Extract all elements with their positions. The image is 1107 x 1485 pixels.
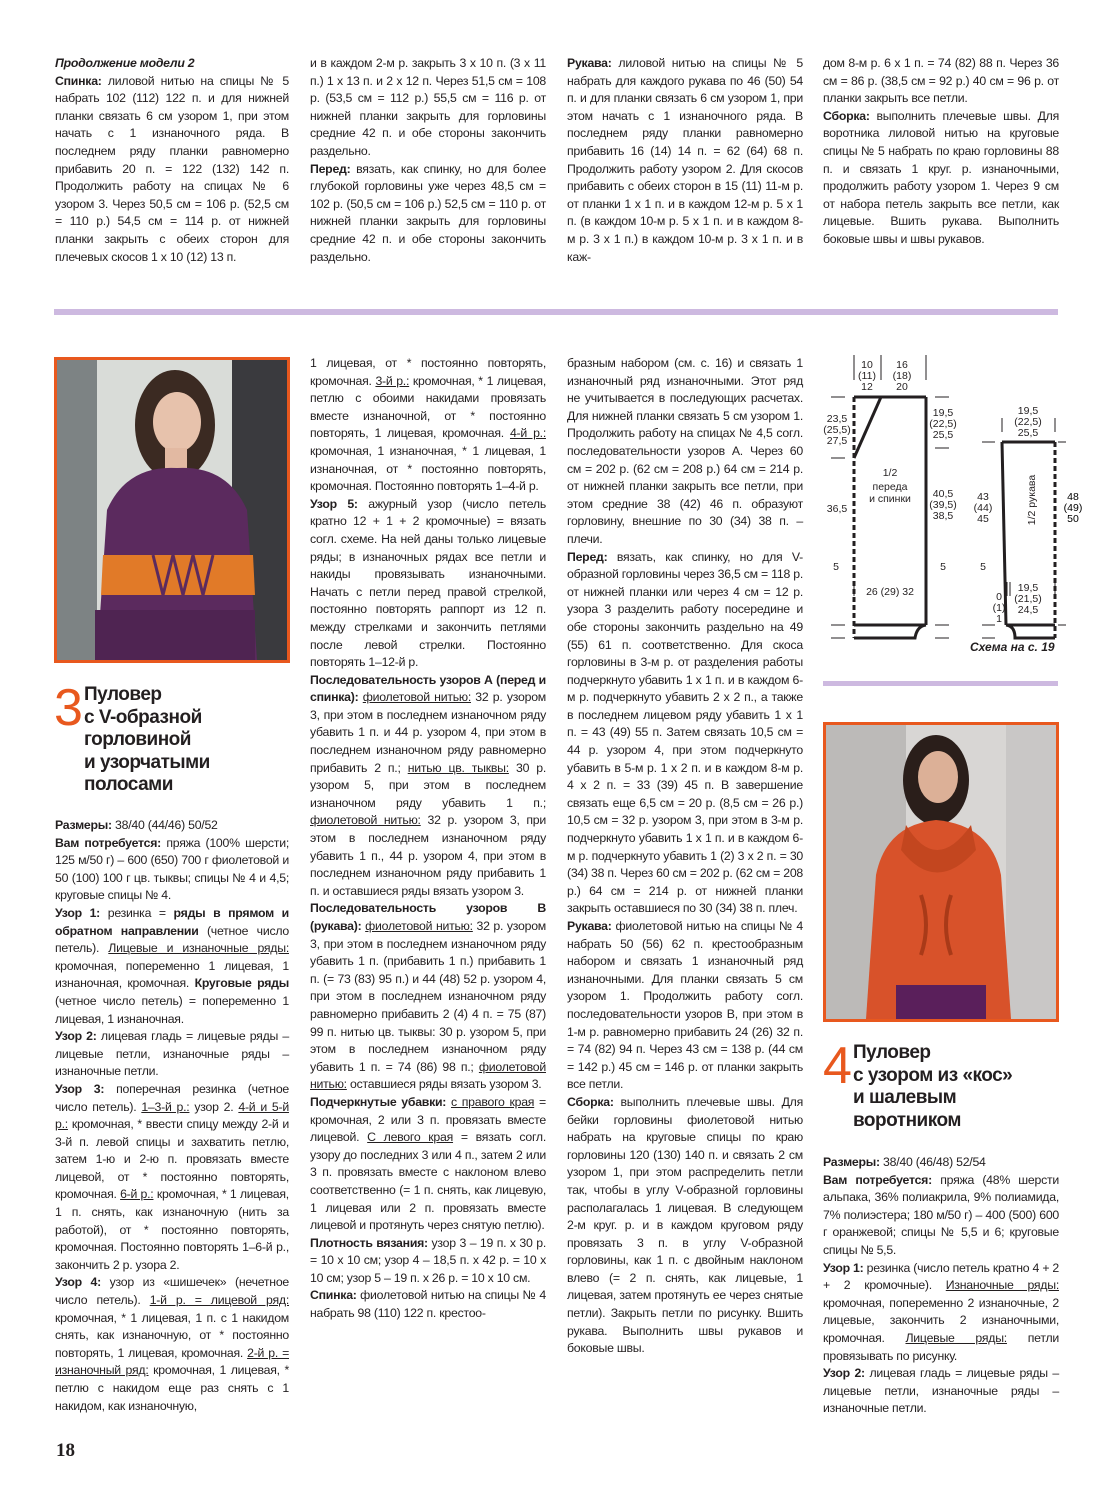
sleeve-top-1: 19,5 bbox=[1017, 405, 1039, 417]
label-back: Спинка: bbox=[55, 73, 102, 88]
model4-photo bbox=[823, 722, 1059, 1022]
text: кромочная, попеременно 1 лицевая, 1 изнаночная, кромочная. bbox=[55, 958, 289, 991]
dim-right-upper-2: (22,5) bbox=[929, 418, 957, 430]
dim-right-upper-3: 25,5 bbox=[932, 429, 954, 441]
text: бразным набором (см. с. 16) и связать 1 изнаночный ряд изнаночными. Этот ряд не учитывается в последующих расчетах. Для нижней планки связать 5 см узором 1. Продолжить работу на спицах № 4,5 согл. последовательности узоров А. Через 60 см = 202 р. (62 см = 208 р.) 64 см = 214 р. от нижней планки закрыть все петли, при этом средние 38 (42) 46 п. образуют горловину, внешние по 30 (34) 38 п. – плечи. bbox=[567, 356, 803, 546]
text: ажурный узор (число петель кратно 12 + 1 + 2 кромочные) = вязать согл. схеме. На ней даны только лицевые ряды; в изнаночных рядах все петли и накиды провязывать изнаночными. Начать с петли перед правой стрелкой, постоянно повторять раппорт из 12 п. между стрелками и закончить петлями после левой стрелки. Постоянно повторять 1–12-й р. bbox=[310, 496, 547, 670]
text: 32 р. узором 3, при этом в последнем изнаночном ряду убавить 1 п. (прибавить 1 п.) прибавить 1 п. (= 73 (83) 95 п.) и 44 (48) 52 р. узором 4, при этом в последнем изнаночном ряду равномерно прибавить 2 (4) 4 п. = 75 (87) 99 п. нитью цв. тыквы: 30 р. узором 5, при этом в последнем изнаночном ряду убавить 1 п. = 74 (86) 98 п.; bbox=[310, 919, 547, 1074]
label-front: Перед: bbox=[567, 549, 608, 564]
dim-right-lower-1: 40,5 bbox=[932, 488, 954, 500]
text: кромочная, 1 лицевая, * петлю с накидом еще раз снять с 1 накидом, как изнаночную, bbox=[55, 1363, 289, 1413]
text: фиолетовой нитью на спицы № 4 набрать 98 (110) 122 п. крестоо- bbox=[310, 1288, 546, 1321]
sleeve-top-3: 25,5 bbox=[1017, 427, 1039, 439]
pattern-schematic bbox=[815, 350, 1065, 660]
sleeve-bottom-1: 19,5 bbox=[1017, 582, 1039, 594]
label-assembly: Сборка: bbox=[823, 108, 870, 123]
top-col-2 bbox=[310, 55, 546, 266]
diagram-divider bbox=[823, 681, 1058, 686]
sleeve-label: 1/2 рукава bbox=[1026, 474, 1038, 526]
model3-col-2 bbox=[310, 355, 546, 1323]
text: кромочная, * 1 лицевая, петлю с обоими накидами провязать вместе изнаночной, от * постоянно повторять, 1 лицевая, кромочная. bbox=[310, 373, 546, 441]
label-gauge: Плотность вязания: bbox=[310, 1235, 428, 1250]
label-sizes: Размеры: bbox=[55, 818, 112, 832]
text: нитью цв. тыквы: bbox=[407, 760, 509, 775]
text: фиолетовой нитью на спицы № 4 набрать 50 (56) 62 п. крестообразным набором и связать 1 изнаночный ряд изнаночными. Для планки связать 5 см узором 1. Продолжить работу согл. последовательности узоров В, при этом в 1-м р. равномерно прибавить 24 (26) 32 п. = 74 (82) 94 п. Через 43 см = 138 р. (44 см = 142 р.) 45 см = 146 р. от планки закрыть все петли. bbox=[567, 919, 803, 1092]
label-pattern-1: Узор 1: bbox=[55, 905, 101, 920]
text: (четное число петель) = попеременно 1 лицевая, 1 изнаночная. bbox=[55, 993, 289, 1026]
text: 30 р. узором 5, при этом в последнем изнаночном ряду убавить 1 п.; bbox=[310, 760, 546, 810]
text: кромочная, 1 изнаночная, * 1 лицевая, 1 изнаночная, от * постоянно повторять, кромочная. Постоянно повторять 1–4-й р. bbox=[310, 443, 546, 494]
sleeve-offset-3: 1 bbox=[996, 613, 1002, 625]
label-materials: Вам потребуется: bbox=[823, 1172, 932, 1187]
text: 32 р. узором 3, при этом в последнем изнаночном ряду убавить 1 п., 44 р. узором 4, при этом в последнем изнаночном ряду прибавить 1 п. и оставшиеся ряды вязать узором 3. bbox=[310, 813, 546, 898]
text: лицевая гладь = лицевые ряды – лицевые петли, изнаночные ряды – изнаночные петли. bbox=[823, 1366, 1059, 1416]
text: 38/40 (46/48) 52/54 bbox=[879, 1155, 986, 1169]
text: поперечная резинка (четное число петель). bbox=[55, 1081, 290, 1114]
text: кромочная, попеременно 2 изнаночные, 2 лицевые, закончить 2 изнаночными, кромочная. bbox=[823, 1295, 1059, 1345]
dim-top-left-3: 12 bbox=[861, 381, 873, 393]
sleeve-right-3: 50 bbox=[1067, 513, 1079, 525]
sleeve-right-1: 48 bbox=[1067, 491, 1079, 503]
text: 6-й р.: bbox=[120, 1187, 154, 1202]
text: Изнаночные ряды: bbox=[945, 1278, 1059, 1293]
label-sequence-a: Последовательность узоров А (перед и спинка): bbox=[310, 672, 546, 705]
text: 4-й р.: bbox=[509, 426, 546, 441]
text: узор 2. bbox=[189, 1099, 239, 1114]
sleeve-top-2: (22,5) bbox=[1014, 416, 1042, 428]
top-col-3 bbox=[567, 55, 803, 266]
text: (четное число петель). bbox=[55, 923, 289, 956]
sleeve-left-3: 45 bbox=[977, 513, 989, 525]
body-label-3: и спинки bbox=[869, 493, 911, 505]
text: ряды в прямом и обратном направлении bbox=[55, 905, 289, 938]
text: Лицевые и изнаночные ряды: bbox=[108, 941, 289, 956]
body-label-1: 1/2 bbox=[882, 467, 898, 479]
label-sleeves: Рукава: bbox=[567, 56, 612, 70]
dim-right-upper-1: 19,5 bbox=[932, 407, 954, 419]
text: узор 3 – 19 п. x 30 р. = 10 x 10 см; узор 4 – 18,5 п. x 42 р. = 10 x 10 см; узор 5 – 19 п. x 26 р. = 10 x 10 см. bbox=[310, 1235, 546, 1285]
label-back: Спинка: bbox=[310, 1288, 357, 1303]
dim-left-upper-1: 23,5 bbox=[826, 413, 848, 425]
text: = вязать согл. узору до последних 3 или 4 п., затем 2 или 3 п. провязать вместе с наклоном влево соответственно (= 1 п. снять, как лицевую, 1 лицевая или 2 п. провязать вместе лицевой и протянуть через снятую петлю). bbox=[310, 1130, 546, 1233]
label-sizes: Размеры: bbox=[823, 1155, 880, 1169]
text: Лицевые ряды: bbox=[905, 1330, 1007, 1345]
model4-heading: Пуловер с узором из «кос» и шалевым воротником bbox=[853, 1042, 1013, 1131]
label-pattern-2: Узор 2: bbox=[823, 1366, 865, 1381]
text: выполнить плечевые швы. Для воротника лиловой нитью на круговые спицы № 5 набрать по краю горловины 88 п. и связать 1 круг. р. изнаночными, продолжить работу узором 1. Через 9 см от набора петель закрыть все петли, как лицевые. Вшить рукава. Выполнить боковые швы и швы рукавов. bbox=[823, 108, 1059, 246]
label-decreases: Подчеркнутые убавки: bbox=[310, 1094, 447, 1109]
sleeve-offset-2: (1) bbox=[992, 602, 1006, 614]
sleeve-right-dims bbox=[1058, 440, 1107, 640]
text: кромочная, * 1 лицевая, 1 п. снять, как изнаночную (нить за работой), от * постоянно повторять, кромочная. Постоянно повторять 1–6-й р., закончить 2 р. узора 2. bbox=[55, 1187, 289, 1272]
text: вязать, как спинку, но для более глубокой горловины уже через 48,5 см = 102 р. (50,5 см = 106 р.) 52,5 см = 110 р. от нижней планки закрыть для горловины средние 42 п. и обе стороны закончить раздельно. bbox=[310, 161, 546, 264]
text: фиолетовой нитью: bbox=[310, 1059, 546, 1092]
model4-photo-illustration bbox=[826, 725, 1056, 1019]
model3-heading: Пуловер с V-образной горловиной и узорчатыми полосами bbox=[84, 684, 210, 795]
section-divider bbox=[54, 309, 1058, 315]
text: пряжа (48% шерсти альпака, 36% полиакрила, 9% полиамида, 7% полиэстера; 180 м/50 г) – 400 (500) 600 г оранжевой; спицы № 5,5 и 6; круговые спицы № 5,5. bbox=[823, 1172, 1059, 1257]
text: узор из «шишечек» (нечетное число петель). bbox=[55, 1275, 290, 1308]
sleeve-bottom-2: (21,5) bbox=[1014, 593, 1042, 605]
text: выполнить плечевые швы. Для бейки горловины фиолетовой нитью набрать на круговые спицы по краю горловины 120 (130) 140 п. и связать 2 см узором 1, при этом распределить петли так, чтобы в углу V-образной горловины располагалась 1 лицевая. В следующем 2-м круг. р. и в каждом круговом ряду провязать 3 п. в углу V-образной горловины, как 1 п. с двойным наклоном влево (= 2 п. снять, как лицевые, 1 лицевая, затем протянуть ее через снятые петли). Закрыть петли по рисунку. Вшить рукава. Выполнить швы рукавов и боковые швы. bbox=[567, 1094, 803, 1356]
dim-top-mid-1: 16 bbox=[896, 359, 908, 371]
text: 2-й р. = изнаночный ряд: bbox=[55, 1345, 290, 1378]
text: оставшиеся ряды вязать узором 3. bbox=[346, 1077, 542, 1092]
model4-number: 4 bbox=[823, 1037, 852, 1095]
label-pattern-4: Узор 4: bbox=[55, 1275, 101, 1290]
sleeve-bottom-3: 24,5 bbox=[1017, 604, 1039, 616]
continuation-heading: Продолжение модели 2 bbox=[55, 56, 195, 70]
dim-bottom-width: 26 (29) 32 bbox=[866, 586, 914, 598]
model3-photo-illustration bbox=[57, 360, 287, 660]
text: с правого края bbox=[451, 1094, 535, 1109]
sleeve-offset-1: 0 bbox=[996, 591, 1002, 603]
text: и в каждом 2-м р. закрыть 3 x 10 п. (3 x 11 п.) 1 x 13 п. и 2 x 12 п. Через 51,5 см = 108 р. (53,5 см = 112 р.) 55,5 см = 116 р. от нижней планки закрыть для горловины средние 42 п. и обе стороны закончить раздельно. bbox=[310, 56, 546, 158]
dim-top-left-2: (11) bbox=[858, 370, 876, 382]
body-label-2: переда bbox=[872, 481, 908, 493]
dim-right-band: 5 bbox=[940, 561, 946, 573]
model4-col bbox=[823, 1154, 1059, 1418]
dim-left-upper-2: (25,5) bbox=[823, 424, 851, 436]
model4-title bbox=[823, 1037, 1063, 1140]
text: 32 р. узором 3, при этом в последнем изнаночном ряду убавить 1 п. и 44 р. узором 4, при этом в последнем изнаночном ряду равномерно прибавить 2 п.; bbox=[310, 690, 546, 775]
text: 3-й р.: bbox=[375, 373, 410, 388]
model3-number: 3 bbox=[54, 679, 83, 737]
model3-col-1 bbox=[55, 817, 289, 1415]
text: кромочная, * 1 лицевая, 1 п. с 1 накидом снять, как изнаночную, от * постоянно повторять, 1 лицевая, кромочная. bbox=[55, 1310, 289, 1360]
text: резинка (число петель кратно 4 + 2 + 2 кромочные). bbox=[823, 1260, 1060, 1293]
label-materials: Вам потребуется: bbox=[55, 835, 161, 850]
dim-left-band: 5 bbox=[833, 561, 839, 573]
text: дом 8-м р. 6 x 1 п. = 74 (82) 88 п. Через 36 см = 86 р. (38,5 см = 92 р.) 40 см = 96 р. от планки закрыть все петли. bbox=[823, 56, 1059, 106]
sleeve-left-1: 43 bbox=[977, 491, 989, 503]
text: лицевая гладь = лицевые ряды – лицевые петли, изнаночные ряды – изнаночные петли. bbox=[55, 1029, 289, 1079]
dim-left-upper-3: 27,5 bbox=[826, 435, 848, 447]
top-col-4 bbox=[823, 55, 1059, 249]
page-number: 18 bbox=[56, 1440, 75, 1461]
text: = кромочная, 2 или 3 п. провязать вместе лицевой. bbox=[310, 1094, 546, 1145]
label-pattern-2: Узор 2: bbox=[55, 1029, 97, 1044]
label-sequence-b: Последовательность узоров В (рукава): bbox=[310, 901, 546, 933]
text: вязать, как спинку, но для V-образной горловины через 36,5 см = 118 р. от нижней планки или через 4 см = 12 р. узора 3 разделить работу посередине и обе стороны закончить раздельно на 49 (55) 61 п. соответственно. Для скоса горловины в 3-м р. от разделения работы подчеркнуто убавить 1 x 1 п. и в каждом 6-м р. подчеркнуто убавить 2 x 2 п., а также в последнем лицевом ряду убавить 1 x 1 п. = 43 (49) 55 п. Затем связать 10,5 см = 44 р. узором 4, при этом подчеркнуто убавить в 5-м р. 1 x 2 п. и в каждом 8-м р. 4 x 2 п. = 33 (39) 45 п. В завершение связать еще 6,5 см = 20 р. (8,5 см = 26 р.) 10,5 см = 32 р. узором 3, при этом в 3-м р. подчеркнуто убавить 1 x 1 п. и в каждом 6-м р. подчеркнуто убавить 1 (2) 3 x 2 п. = 30 (34) 38 п. Через 60 см = 202 р. (62 см = 208 р.) 64 см = 214 р. от нижней планки закрыть оставшиеся по 30 (34) 38 п. плеч. bbox=[567, 549, 804, 916]
text: фиолетовой нитью: bbox=[365, 919, 473, 933]
text: петли провязывать по рисунку. bbox=[823, 1330, 1059, 1363]
text: 1-й р. = лицевой ряд: bbox=[149, 1293, 289, 1308]
dim-top-mid-2: (18) bbox=[892, 370, 912, 382]
text: лиловой нитью на спицы № 5 набрать для каждого рукава по 46 (50) 54 п. и для планки связать 6 см узором 1, при этом начать с 1 изнаночного ряда. В последнем ряду планки равномерно прибавить 16 (14) 14 п. = 62 (64) 68 п. Продолжить работу узором 2. Для скосов прибавить с обеих сторон в 15 (11) 11-м р. от планки 1 x 1 п. и в каждом 12-м р. 5 x 1 п. (в каждом 10-м р. 5 x 1 п. и в каждом 8-м р. 3 x 1 п.) в каждом 10-м р. 3 x 1 п. и в каж- bbox=[567, 56, 803, 264]
text: 4-й и 5-й р.: bbox=[55, 1099, 289, 1132]
text: лиловой нитью на спицы № 5 набрать 102 (112) 122 п. и для нижней планки связать 6 см узором 1, при этом начать с 1 изнаночного ряда. В последнем ряду планки равномерно прибавить 20 п. = 122 (132) 142 п. Продолжить работу на спицах № 6 узором 3. Через 50,5 см = 106 р. (52,5 см = 110 р.) 54,5 см = 114 р. от нижней планки закрыть с обеих сторон для плечевых скосов 1 x 10 (12) 13 п. bbox=[55, 73, 289, 264]
text: 38/40 (44/46) 50/52 bbox=[111, 818, 218, 832]
label-assembly: Сборка: bbox=[567, 1094, 614, 1109]
label-pattern-1: Узор 1: bbox=[823, 1260, 864, 1275]
dim-top-left-1: 10 bbox=[861, 359, 873, 371]
dim-right-lower-3: 38,5 bbox=[932, 510, 954, 522]
text: фиолетовой нитью: bbox=[362, 690, 471, 705]
label-pattern-5: Узор 5: bbox=[310, 496, 358, 511]
label-pattern-3: Узор 3: bbox=[55, 1081, 105, 1096]
dim-left-lower: 36,5 bbox=[826, 503, 848, 515]
label-sleeves: Рукава: bbox=[567, 919, 612, 933]
text: резинка = bbox=[100, 905, 174, 920]
sleeve-right-2: (49) bbox=[1063, 502, 1083, 514]
text: С левого края bbox=[367, 1130, 454, 1145]
dim-right-lower-2: (39,5) bbox=[929, 499, 957, 511]
model3-title bbox=[54, 679, 294, 802]
model3-photo bbox=[54, 357, 290, 663]
scheme-reference: Схема на с. 19 bbox=[970, 640, 1055, 654]
sleeve-band: 5 bbox=[980, 561, 986, 573]
text: фиолетовой нитью: bbox=[310, 813, 421, 828]
text: пряжа (100% шерсти; 125 м/50 г) – 600 (650) 700 г фиолетовой и 50 (100) 100 г цв. тыквы; спицы № 4 и 4,5; круговые спицы № 4. bbox=[55, 835, 289, 903]
text: 1–3-й р.: bbox=[141, 1099, 190, 1114]
text: Круговые ряды bbox=[194, 976, 289, 991]
text: 1 лицевая, от * постоянно повторять, кромочная. bbox=[310, 356, 546, 388]
top-col-1 bbox=[55, 55, 289, 266]
label-front: Перед: bbox=[310, 161, 351, 176]
text: кромочная, * ввести спицу между 2-й и 3-й п. левой спицы и захватить петлю, затем 1-ю и 2-ю п. провязать вместе лицевой, от * постоянно повторять, кромочная. bbox=[55, 1117, 289, 1202]
model3-col-3 bbox=[567, 355, 803, 1358]
sleeve-left-2: (44) bbox=[973, 502, 993, 514]
dim-top-mid-3: 20 bbox=[896, 381, 908, 393]
